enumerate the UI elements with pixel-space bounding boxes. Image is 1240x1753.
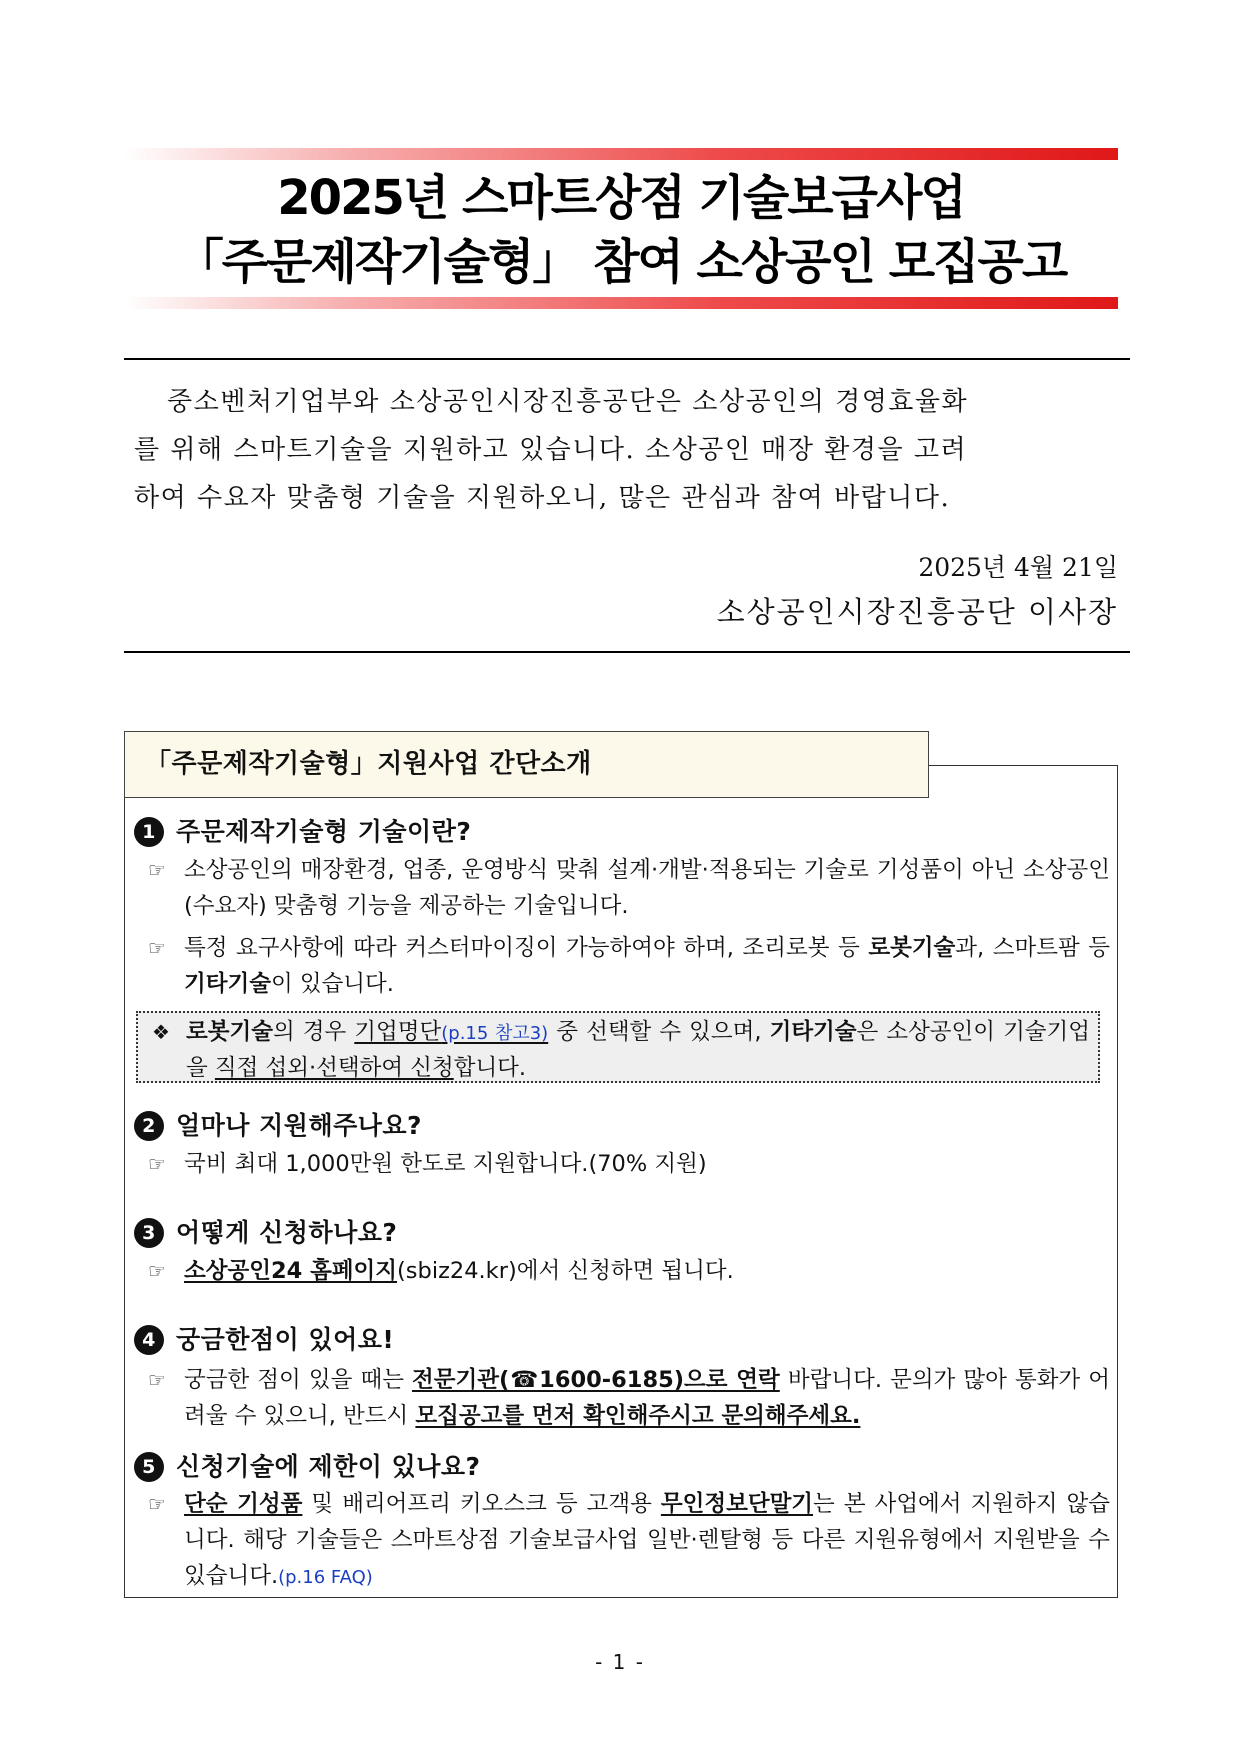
number-5-icon: 5 [134,1452,164,1482]
diamond-bullet-icon: ❖ [152,1020,170,1044]
intro-paragraph [134,378,1118,522]
title-top-bar [124,148,1118,160]
contact-phone[interactable]: 전문기관(☎1600-6185)으로 연락 [412,1367,780,1393]
company-list-link[interactable]: 기업명단(p.15 참고3) [354,1019,549,1045]
section-2-question: 2 얼마나 지원해주나요? [134,1106,422,1142]
number-1-icon: 1 [134,817,164,847]
robot-tech-label: 로봇기술 [868,935,956,961]
sbiz24-homepage-link[interactable]: 소상공인24 홈페이지 [184,1258,398,1284]
section-1-question [134,812,471,848]
other-tech-label: 기타기술 [184,971,271,997]
pointing-hand-icon: ☞ [148,1259,166,1283]
intro-line-1: 중소벤처기업부와 소상공인시장진흥공단은 소상공인의 경영효율화 [167,387,969,417]
number-2-icon: 2 [134,1111,164,1141]
section-3-item: ☞ 소상공인24 홈페이지(sbiz24.kr)에서 신청하면 됩니다. [148,1253,1110,1289]
section-1-item-1 [148,852,1110,924]
section-1-question-text: 주문제작기술형 기술이란? [176,817,472,846]
page-number: - 1 - [595,1650,645,1674]
section-1-item-1-text: 소상공인의 매장환경, 업종, 운영방식 맞춰 설계·개발·적용되는 기술로 기성품이 아닌 소상공인(수요자) 맞춤형 기능을 제공하는 기술입니다. [184,857,1110,919]
intro-line-2: 를 위해 스마트기술을 지원하고 있습니다. 소상공인 매장 환경을 고려 [134,435,968,465]
title-line-1: 2025년 스마트상점 기술보급사업 [277,170,965,226]
page-ref-p16[interactable]: (p.16 FAQ) [278,1567,373,1588]
announcement-date: 2025년 4월 21일 [918,553,1118,582]
section-1-note: ❖ 로봇기술의 경우 기업명단(p.15 참고3) 중 선택할 수 있으며, 기타기술은 소상공인이 기술기업을 직접 섭외·선택하여 신청합니다. [136,1011,1100,1083]
intro-line-3: 하여 수요자 맞춤형 기술을 지원하오니, 많은 관심과 참여 바랍니다. [134,483,951,513]
title-bottom-bar [124,297,1118,309]
pointing-hand-icon: ☞ [148,1492,166,1516]
signature: 소상공인시장진흥공단 이사장 [716,595,1118,629]
page-ref-p15: (p.15 참고3) [441,1023,549,1044]
section-5-item: ☞ 단순 기성품 및 배리어프리 키오스크 등 고객용 무인정보단말기는 본 사업에서 지원하지 않습니다. 해당 기술들은 스마트상점 기술보급사업 일반·렌탈형 등 다른 지원유형에서 지원받을 수 있습니다.(p.16 FAQ) [148,1486,1110,1596]
summary-box-title: 「주문제작기술형」지원사업 간단소개 [124,731,929,798]
pointing-hand-icon: ☞ [148,1152,166,1176]
pointing-hand-icon: ☞ [148,936,166,960]
section-3-question: 3 어떻게 신청하나요? [134,1213,397,1249]
number-4-icon: 4 [134,1325,164,1355]
intro-top-rule [124,358,1130,360]
pointing-hand-icon: ☞ [148,858,166,882]
intro-bottom-rule [124,651,1130,653]
title-line-2: 「주문제작기술형」 참여 소상공인 모집공고 [175,234,1067,290]
pointing-hand-icon: ☞ [148,1368,166,1392]
section-4-item: ☞ 궁금한 점이 있을 때는 전문기관(☎1600-6185)으로 연락 바랍니다. 문의가 많아 통화가 어려울 수 있으니, 반드시 모집공고를 먼저 확인해주시고 문의해주세요. [148,1362,1110,1434]
section-5-question: 5 신청기술에 제한이 있나요? [134,1447,481,1483]
number-3-icon: 3 [134,1218,164,1248]
section-4-question: 4 궁금한점이 있어요! [134,1320,394,1356]
section-2-item: ☞ 국비 최대 1,000만원 한도로 지원합니다.(70% 지원) [148,1146,1110,1182]
section-1-item-2: ☞ 특정 요구사항에 따라 커스터마이징이 가능하여야 하며, 조리로봇 등 로봇기술과, 스마트팜 등 기타기술이 있습니다. [148,930,1110,1002]
